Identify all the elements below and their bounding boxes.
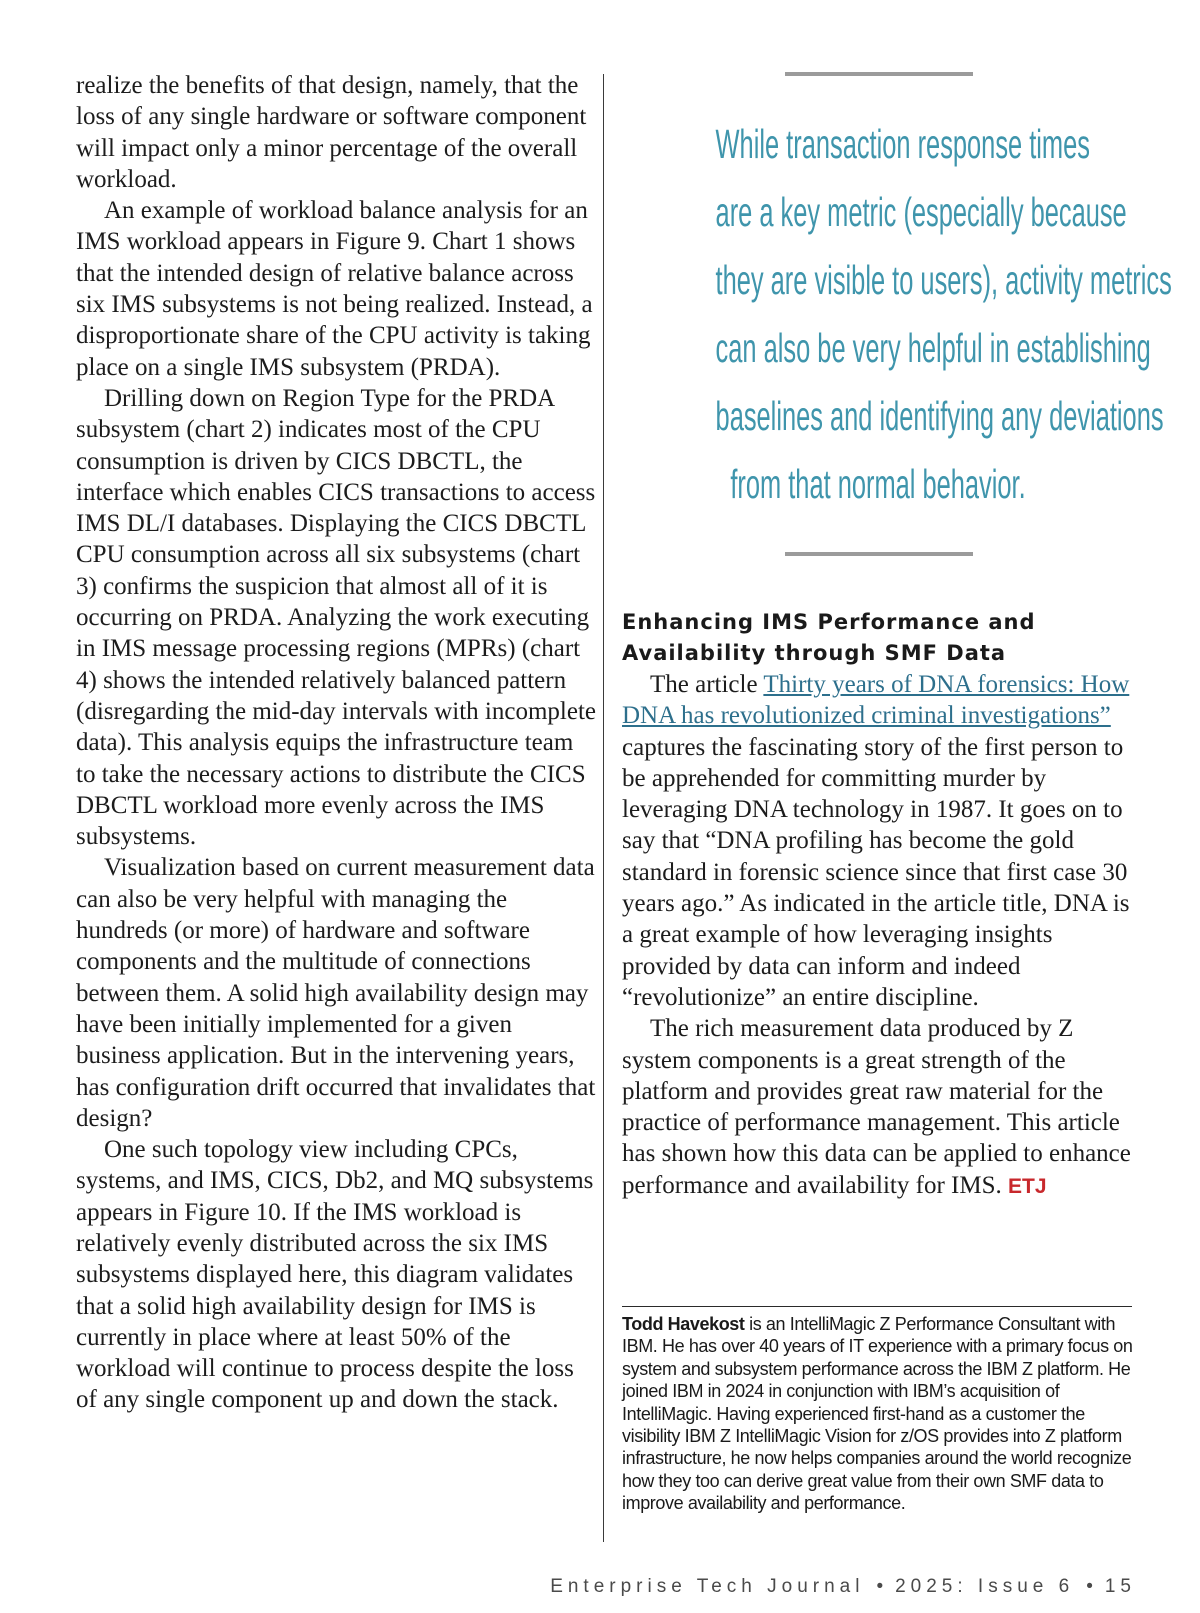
pull-quote-line: While transaction response times xyxy=(715,121,1090,167)
page-footer xyxy=(550,1576,1136,1598)
body-paragraph: An example of workload balance analysis for an IMS workload appears in Figure 9. Chart 1 shows that the intended design of relative balance across six IMS subsystems is not being realized. Instead, a disproportionate share of the CPU activity is taking place on a single IMS subsystem (PRDA). xyxy=(76,197,593,381)
pull-quote xyxy=(715,110,1172,518)
pull-quote-line: are a key metric (especially because xyxy=(715,189,1127,235)
pull-quote-line: they are visible to users), activity metrics xyxy=(715,257,1172,303)
issue-label: 2025: Issue 6 xyxy=(895,1576,1075,1597)
pull-quote-bottom-rule xyxy=(785,552,973,556)
column-divider xyxy=(603,74,604,1542)
paragraph-lead-text: The article xyxy=(650,671,764,698)
bullet-separator: • xyxy=(1086,1576,1093,1597)
left-column xyxy=(76,70,596,1416)
author-name: Todd Havekost xyxy=(622,1314,745,1334)
pull-quote-top-rule xyxy=(785,72,973,76)
right-column xyxy=(622,607,1142,1202)
body-paragraph: One such topology view including CPCs, systems, and IMS, CICS, Db2, and MQ subsystems appears in Figure 10. If the IMS workload is relatively evenly distributed across the six IMS subsystems displayed here, this diagram validates that a solid high availability design for IMS is currently in place where at least 50% of the workload will continue to process despite the loss of any single component up and down the stack. xyxy=(76,1136,594,1414)
pull-quote-line: from that normal behavior. xyxy=(730,461,1026,507)
dna-article-link[interactable]: Thirty years of DNA forensics: How DNA has revolutionized criminal investigations” xyxy=(622,671,1130,730)
section-heading: Enhancing IMS Performance and Availability through SMF Data xyxy=(622,610,1036,665)
pull-quote-line: baselines and identifying any deviations xyxy=(715,393,1164,439)
etj-end-mark: ETJ xyxy=(1007,1174,1047,1198)
pull-quote-line: can also be very helpful in establishing xyxy=(715,325,1151,371)
author-bio-text: is an IntelliMagic Z Performance Consultant with IBM. He has over 40 years of IT experience with a primary focus on system and subsystem performance across the IBM Z platform. He joined IBM in 2024 in conjunction with IBM’s acquisition of IntelliMagic. Having experienced first-hand as a customer the visibility IBM Z IntelliMagic Vision for z/OS provides into Z platform infrastructure, he now helps companies around the world recognize how they too can derive great value from their own SMF data to improve availability and performance. xyxy=(622,1314,1133,1514)
body-paragraph: Visualization based on current measurement data can also be very helpful with managing the hundreds (or more) of hardware and software components and the multitude of connections between them. A solid high availability design may have been initially implemented for a given business application. But in the intervening years, has configuration drift occurred that invalidates that design? xyxy=(76,854,596,1132)
body-paragraph xyxy=(622,669,1142,1013)
paragraph-text: The rich measurement data produced by Z system components is a great strength of the platform and provides great raw material for the practice of performance management. This article has shown how this data can be applied to enhance performance and availability for IMS. xyxy=(622,1015,1131,1199)
body-paragraph: Drilling down on Region Type for the PRDA subsystem (chart 2) indicates most of the CPU consumption is driven by CICS DBCTL, the interface which enables CICS transactions to access IMS DL/I databases. Displaying the CICS DBCTL CPU consumption across all six subsystems (chart 3) confirms the suspicion that almost all of it is occurring on PRDA. Analyzing the work executing in IMS message processing regions (MPRs) (chart 4) shows the intended relatively balanced pattern (disregarding the mid-day intervals with incomplete data). This analysis equips the infrastructure team to take the necessary actions to distribute the CICS DBCTL workload more evenly across the IMS subsystems. xyxy=(76,384,596,851)
paragraph-text: captures the fascinating story of the first person to be apprehended for committing murder by leveraging DNA technology in 1987. It goes on to say that “DNA profiling has become the gold standard in forensic science since that first case 30 years ago.” As indicated in the article title, DNA is a great example of how leveraging insights provided by data can inform and indeed “revolutionize” an entire discipline. xyxy=(622,733,1130,1011)
bio-divider xyxy=(622,1306,1132,1307)
author-bio xyxy=(622,1313,1142,1515)
body-paragraph xyxy=(622,1013,1142,1202)
bullet-separator: • xyxy=(876,1576,884,1597)
page-number: 15 xyxy=(1104,1576,1136,1597)
body-paragraph: realize the benefits of that design, namely, that the loss of any single hardware or software component will impact only a minor percentage of the overall workload. xyxy=(76,72,587,193)
publication-name: Enterprise Tech Journal xyxy=(550,1576,865,1597)
